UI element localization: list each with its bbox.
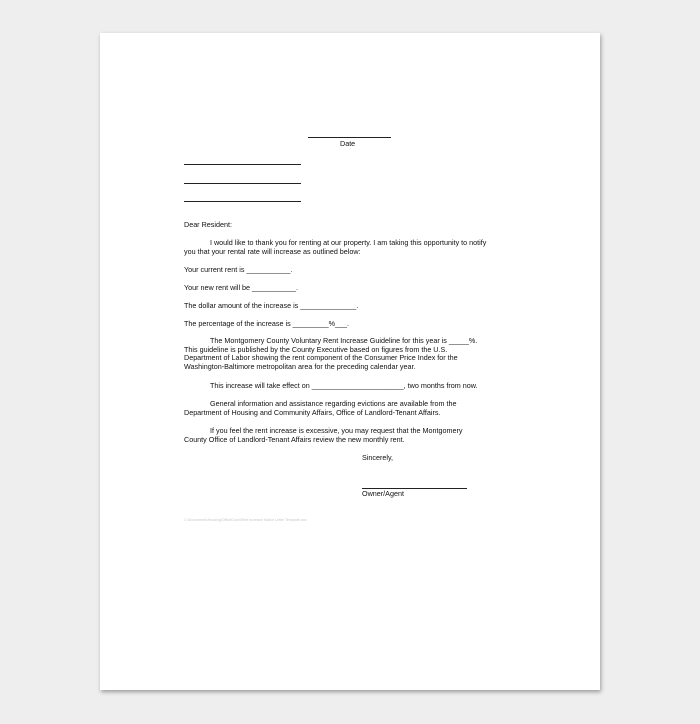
salutation: Dear Resident: [184, 220, 232, 229]
signature-label: Owner/Agent [362, 489, 404, 498]
footer-note: C:\Documents\Housing\OfficeDocs\Rent Increase Notice Letter Template.doc [184, 518, 307, 522]
address-line-3 [184, 201, 301, 202]
document-page [100, 33, 600, 690]
guideline-line-3: Department of Labor showing the rent component of the Consumer Price Index for the [184, 353, 458, 363]
excessive-paragraph [184, 427, 514, 444]
current-rent-line: Your current rent is ___________. [184, 265, 293, 274]
intro-paragraph [184, 239, 514, 256]
excessive-line-2: County Office of Landlord-Tenant Affairs review the new monthly rent. [184, 434, 405, 444]
guideline-line-1: The Montgomery County Voluntary Rent Increase Guideline for this year is _____%. [210, 336, 478, 345]
effect-paragraph [184, 382, 514, 391]
info-line-1: General information and assistance regarding evictions are available from the [210, 399, 457, 408]
address-line-2 [184, 183, 301, 184]
intro-line-1: I would like to thank you for renting at our property. I am taking this opportunity to notify [210, 238, 487, 247]
info-paragraph [184, 400, 514, 417]
info-line-2: Department of Housing and Community Affairs, Office of Landlord-Tenant Affairs. [184, 407, 441, 417]
excessive-line-1: If you feel the rent increase is excessive, you may request that the Montgomery [210, 426, 463, 435]
effect-line: This increase will take effect on _______________________, two months from now. [210, 381, 478, 390]
guideline-paragraph [184, 337, 514, 371]
closing: Sincerely, [362, 453, 394, 462]
dollar-increase-line: The dollar amount of the increase is ______________. [184, 301, 359, 310]
letter-body [100, 33, 600, 690]
date-label: Date [340, 139, 356, 148]
intro-line-2: you that your rental rate will increase as outlined below: [184, 246, 361, 256]
guideline-line-4: Washington-Baltimore metropolitan area for the preceding calendar year. [184, 361, 416, 371]
guideline-line-2: This guideline is published by the County Executive based on figures from the U.S. [184, 344, 448, 354]
date-line [308, 137, 391, 138]
address-line-1 [184, 164, 301, 165]
new-rent-line: Your new rent will be ___________. [184, 283, 299, 292]
percent-increase-line: The percentage of the increase is _________%___. [184, 319, 350, 328]
